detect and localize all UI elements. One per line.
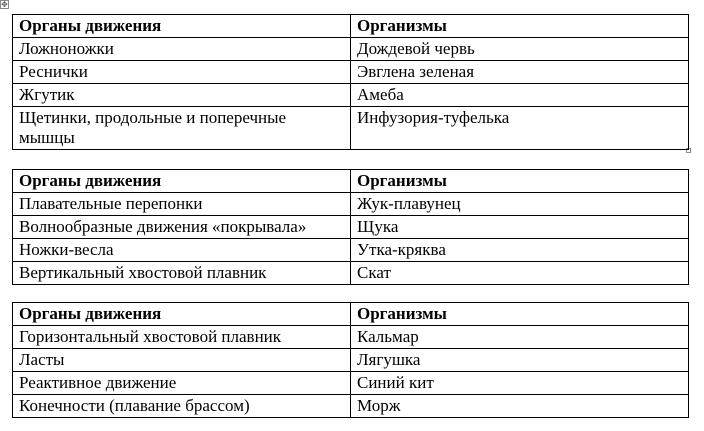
table-cell[interactable]: Ножки-весла (13, 239, 351, 262)
table-cell[interactable]: Ласты (13, 349, 351, 372)
table-cell[interactable]: Морж (351, 395, 689, 418)
table-cell[interactable]: Дождевой червь (351, 38, 689, 61)
table-row (13, 239, 689, 262)
table-cell[interactable]: Реактивное движение (13, 372, 351, 395)
table-header-row (13, 15, 689, 38)
header-cell-organisms[interactable]: Организмы (351, 303, 689, 326)
table-cell[interactable]: Лягушка (351, 349, 689, 372)
table-cell[interactable]: Утка-кряква (351, 239, 689, 262)
table-header-row (13, 303, 689, 326)
table-cell[interactable]: Амеба (351, 84, 689, 107)
table-3 (12, 302, 689, 418)
table-row (13, 84, 689, 107)
table-row (13, 326, 689, 349)
table-row (13, 61, 689, 84)
table-2 (12, 169, 689, 285)
table-cell[interactable]: Инфузория-туфелька (351, 107, 689, 150)
table-row (13, 262, 689, 285)
table-cell[interactable]: Горизонтальный хвостовой плавник (13, 326, 351, 349)
table-cell[interactable]: Щука (351, 216, 689, 239)
table-row (13, 395, 689, 418)
table-cell[interactable]: Синий кит (351, 372, 689, 395)
table-cell[interactable]: Ложноножки (13, 38, 351, 61)
table-cell[interactable]: Жук-плавунец (351, 193, 689, 216)
header-cell-organisms[interactable]: Организмы (351, 170, 689, 193)
table-row (13, 372, 689, 395)
table-cell[interactable]: Скат (351, 262, 689, 285)
table-cell[interactable]: Эвглена зеленая (351, 61, 689, 84)
table-row (13, 193, 689, 216)
table-row (13, 349, 689, 372)
header-cell-organisms[interactable]: Организмы (351, 15, 689, 38)
table-cell[interactable]: Плавательные перепонки (13, 193, 351, 216)
table-move-handle-icon[interactable]: ✥ (1, 0, 8, 9)
table-header-row (13, 170, 689, 193)
header-cell-organs[interactable]: Органы движения (13, 303, 351, 326)
table-cell[interactable]: Реснички (13, 61, 351, 84)
table-row (13, 216, 689, 239)
table-cell[interactable]: Щетинки, продольные и поперечные мышцы (13, 107, 351, 150)
table-cell[interactable]: Конечности (плавание брассом) (13, 395, 351, 418)
table-1 (12, 14, 689, 150)
table-cell[interactable]: Волнообразные движения «покрывала» (13, 216, 351, 239)
header-cell-organs[interactable]: Органы движения (13, 15, 351, 38)
table-cell[interactable]: Вертикальный хвостовой плавник (13, 262, 351, 285)
header-cell-organs[interactable]: Органы движения (13, 170, 351, 193)
table-cell[interactable]: Жгутик (13, 84, 351, 107)
table-cell[interactable]: Кальмар (351, 326, 689, 349)
table-row (13, 38, 689, 61)
table-row (13, 107, 689, 150)
